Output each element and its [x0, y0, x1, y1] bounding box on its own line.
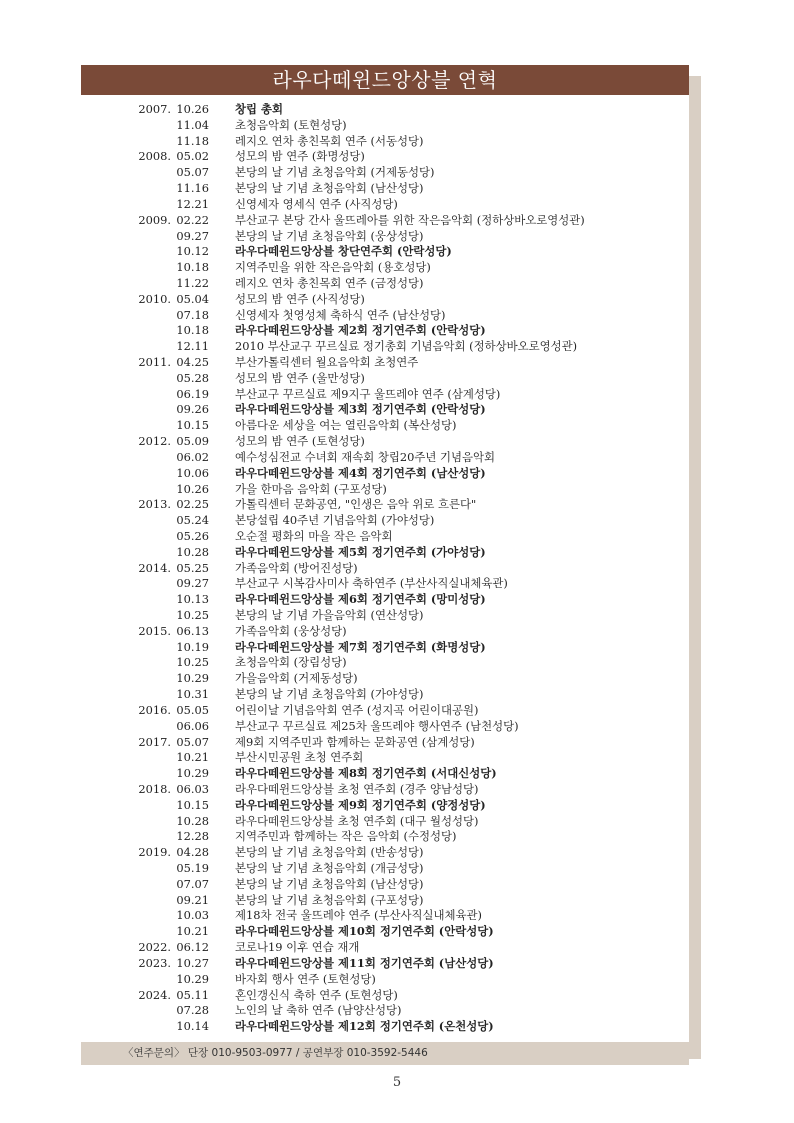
history-row	[81, 229, 689, 245]
event-date: 10.28	[176, 544, 209, 559]
event-year: 2014.	[138, 560, 171, 575]
event-description: 라우다떼윈드앙상블 제3회 정기연주회 (안락성당)	[235, 402, 486, 417]
history-row	[81, 197, 689, 213]
event-year: 2013.	[138, 497, 171, 512]
history-row	[81, 655, 689, 671]
event-date: 10.27	[176, 955, 209, 970]
history-row	[81, 703, 689, 719]
history-row	[81, 387, 689, 403]
event-date: 10.15	[176, 418, 209, 433]
event-date: 10.25	[176, 655, 209, 670]
history-row	[81, 877, 689, 893]
event-description: 가족음악회 (방어진성당)	[235, 560, 358, 575]
event-date: 10.26	[176, 481, 209, 496]
history-row	[81, 671, 689, 687]
event-description: 혼인갱신식 축하 연주 (토현성당)	[235, 987, 398, 1002]
event-date: 10.29	[176, 971, 209, 986]
history-row	[81, 402, 689, 418]
history-row	[81, 545, 689, 561]
history-row	[81, 355, 689, 371]
history-row	[81, 576, 689, 592]
event-description: 지역주민을 위한 작은음악회 (용호성당)	[235, 260, 431, 275]
history-row	[81, 893, 689, 909]
event-date: 09.26	[176, 402, 209, 417]
event-year: 2018.	[138, 781, 171, 796]
event-description: 아름다운 세상을 여는 열린음악회 (복산성당)	[235, 418, 457, 433]
event-description: 라우다떼윈드앙상블 제7회 정기연주회 (화명성당)	[235, 639, 486, 654]
history-row	[81, 434, 689, 450]
event-date: 02.22	[176, 212, 209, 227]
history-row	[81, 750, 689, 766]
event-description: 가족음악회 (웅상성당)	[235, 623, 347, 638]
event-date: 10.06	[176, 465, 209, 480]
event-date: 10.14	[176, 1019, 209, 1034]
event-date: 05.07	[176, 734, 209, 749]
history-row	[81, 323, 689, 339]
event-date: 10.21	[176, 924, 209, 939]
event-description: 본당의 날 기념 초청음악회 (웅상성당)	[235, 228, 424, 243]
event-date: 10.15	[176, 797, 209, 812]
event-description: 라우다떼윈드앙상블 초청 연주회 (경주 양남성당)	[235, 781, 479, 796]
event-date: 10.13	[176, 592, 209, 607]
event-description: 본당의 날 기념 초청음악회 (구포성당)	[235, 892, 424, 907]
contact-text: 〈연주문의〉 단장 010-9503-0977 / 공연부장 010-3592-5446	[123, 1047, 428, 1059]
history-row	[81, 276, 689, 292]
event-date: 05.07	[176, 165, 209, 180]
event-date: 10.29	[176, 671, 209, 686]
event-description: 본당의 날 기념 초청음악회 (가야성당)	[235, 687, 424, 702]
event-date: 06.06	[176, 718, 209, 733]
event-date: 10.18	[176, 260, 209, 275]
page-number: 5	[392, 1075, 402, 1090]
event-description: 성모의 밤 연주 (울만성당)	[235, 370, 365, 385]
event-description: 라우다떼윈드앙상블 창단연주회 (안락성당)	[235, 244, 452, 259]
event-description: 라우다떼윈드앙상블 제6회 정기연주회 (망미성당)	[235, 592, 486, 607]
event-date: 07.18	[176, 307, 209, 322]
event-description: 오순절 평화의 마을 작은 음악회	[235, 528, 393, 543]
history-list	[81, 102, 689, 1035]
event-date: 10.21	[176, 750, 209, 765]
event-date: 04.28	[176, 845, 209, 860]
event-date: 04.25	[176, 355, 209, 369]
event-description: 부산교구 본당 간사 울뜨레아를 위한 작은음악회 (정하상바오로영성관)	[235, 212, 585, 227]
event-description: 신영세자 첫영성체 축하식 연주 (남산성당)	[235, 307, 446, 322]
event-year: 2019.	[138, 845, 171, 860]
event-description: 라우다떼윈드앙상블 제8회 정기연주회 (서대신성당)	[235, 766, 497, 781]
event-description: 코로나19 이후 연습 재개	[235, 940, 360, 955]
event-date: 07.28	[176, 1003, 209, 1018]
event-year: 2022.	[138, 940, 171, 955]
history-row	[81, 782, 689, 798]
history-row	[81, 972, 689, 988]
event-date: 10.26	[176, 102, 209, 116]
history-row	[81, 244, 689, 260]
event-description: 본당의 날 기념 초청음악회 (반송성당)	[235, 845, 424, 860]
history-row	[81, 149, 689, 165]
event-description: 라우다떼윈드앙상블 초청 연주회 (대구 월성성당)	[235, 813, 479, 828]
event-date: 11.22	[176, 275, 209, 290]
history-row	[81, 940, 689, 956]
history-row	[81, 1019, 689, 1035]
history-row	[81, 497, 689, 513]
history-row	[81, 798, 689, 814]
event-description: 라우다떼윈드앙상블 제11회 정기연주회 (남산성당)	[235, 955, 494, 970]
event-date: 05.28	[176, 370, 209, 385]
event-date: 05.19	[176, 861, 209, 875]
history-row	[81, 418, 689, 434]
event-date: 05.04	[176, 291, 209, 306]
event-description: 본당의 날 기념 초청음악회 (남산성당)	[235, 181, 424, 196]
event-date: 02.25	[176, 497, 209, 512]
event-year: 2008.	[138, 149, 171, 164]
event-date: 05.24	[176, 513, 209, 528]
event-date: 06.12	[176, 940, 209, 955]
history-row	[81, 845, 689, 861]
event-date: 12.11	[176, 339, 209, 354]
event-description: 2010 부산교구 꾸르실료 정기총회 기념음악회 (정하상바오로영성관)	[235, 339, 578, 354]
history-row	[81, 181, 689, 197]
history-row	[81, 308, 689, 324]
event-description: 성모의 밤 연주 (토현성당)	[235, 434, 365, 449]
event-description: 라우다떼윈드앙상블 제10회 정기연주회 (안락성당)	[235, 924, 494, 939]
event-date: 06.13	[176, 623, 209, 638]
event-description: 가톨릭센터 문화공연, "인생은 음악 위로 흐른다"	[235, 497, 477, 512]
event-description: 라우다떼윈드앙상블 제2회 정기연주회 (안락성당)	[235, 323, 486, 338]
event-year: 2012.	[138, 434, 171, 449]
event-description: 라우다떼윈드앙상블 제4회 정기연주회 (남산성당)	[235, 465, 486, 480]
history-row	[81, 165, 689, 181]
history-row	[81, 213, 689, 229]
event-date: 10.12	[176, 244, 209, 259]
event-date: 10.28	[176, 813, 209, 828]
event-description: 바자회 행사 연주 (토현성당)	[235, 971, 376, 986]
event-date: 09.27	[176, 576, 209, 591]
history-row	[81, 735, 689, 751]
event-year: 2010.	[138, 291, 171, 306]
history-row	[81, 956, 689, 972]
event-year: 2016.	[138, 702, 171, 717]
event-year: 2009.	[138, 212, 171, 227]
history-row	[81, 1003, 689, 1019]
event-date: 11.16	[176, 181, 209, 196]
history-row	[81, 861, 689, 877]
event-description: 초청음악회 (장림성당)	[235, 655, 347, 670]
event-date: 11.18	[176, 133, 209, 148]
event-date: 06.02	[176, 449, 209, 464]
event-date: 11.04	[176, 117, 209, 132]
contact-footer	[81, 1042, 689, 1065]
event-description: 어린이날 기념음악회 연주 (성지곡 어린이대공원)	[235, 702, 479, 717]
event-description: 부산교구 꾸르실료 제9지구 울뜨레야 연주 (삼계성당)	[235, 386, 501, 401]
event-date: 05.11	[176, 987, 209, 1002]
history-row	[81, 624, 689, 640]
event-date: 10.25	[176, 608, 209, 622]
event-description: 지역주민과 함께하는 작은 음악회 (수정성당)	[235, 829, 457, 844]
history-row	[81, 371, 689, 387]
event-date: 05.26	[176, 528, 209, 543]
event-description: 레지오 연차 총친목회 연주 (금정성당)	[235, 275, 424, 290]
history-row	[81, 466, 689, 482]
event-year: 2024.	[138, 987, 171, 1002]
event-description: 성모의 밤 연주 (사직성당)	[235, 291, 365, 306]
event-description: 노인의 날 축하 연주 (남양산성당)	[235, 1003, 402, 1018]
event-description: 본당설립 40주년 기념음악회 (가야성당)	[235, 513, 435, 528]
event-date: 09.21	[176, 892, 209, 907]
event-date: 06.03	[176, 781, 209, 796]
history-row	[81, 561, 689, 577]
history-row	[81, 529, 689, 545]
event-description: 본당의 날 기념 초청음악회 (남산성당)	[235, 876, 424, 891]
event-date: 10.03	[176, 908, 209, 923]
event-date: 05.25	[176, 560, 209, 575]
history-row	[81, 908, 689, 924]
history-row	[81, 513, 689, 529]
event-description: 초청음악회 (토현성당)	[235, 117, 347, 132]
history-row	[81, 118, 689, 134]
event-description: 신영세자 영세식 연주 (사직성당)	[235, 196, 398, 211]
event-date: 12.28	[176, 829, 209, 844]
event-description: 부산시민공원 초청 연주회	[235, 750, 364, 765]
event-date: 07.07	[176, 876, 209, 891]
event-description: 성모의 밤 연주 (화명성당)	[235, 149, 365, 164]
event-date: 09.27	[176, 228, 209, 243]
history-row	[81, 102, 689, 118]
event-year: 2015.	[138, 623, 171, 638]
event-date: 05.05	[176, 702, 209, 717]
event-description: 부산교구 꾸르실료 제25차 울뜨레야 행사연주 (남천성당)	[235, 718, 519, 733]
event-description: 본당의 날 기념 초청음악회 (개금성당)	[235, 861, 424, 875]
event-description: 가을음악회 (거제동성당)	[235, 671, 358, 686]
history-row	[81, 687, 689, 703]
event-description: 예수성심전교 수녀회 재속회 창립20주년 기념음악회	[235, 449, 496, 464]
event-description: 라우다떼윈드앙상블 제9회 정기연주회 (양정성당)	[235, 797, 486, 812]
event-description: 본당의 날 기념 가을음악회 (연산성당)	[235, 608, 424, 622]
event-date: 10.18	[176, 323, 209, 338]
event-date: 05.02	[176, 149, 209, 164]
event-description: 본당의 날 기념 초청음악회 (거제동성당)	[235, 165, 435, 180]
event-year: 2023.	[138, 955, 171, 970]
event-description: 레지오 연차 총친목회 연주 (서동성당)	[235, 133, 424, 148]
history-row	[81, 829, 689, 845]
event-date: 10.19	[176, 639, 209, 654]
event-description: 제18차 전국 울뜨레야 연주 (부산사직실내체육관)	[235, 908, 482, 923]
history-row	[81, 988, 689, 1004]
event-description: 가을 한마음 음악회 (구포성당)	[235, 481, 387, 496]
event-description: 창립 총회	[235, 102, 283, 116]
event-date: 10.29	[176, 766, 209, 781]
history-row	[81, 260, 689, 276]
history-row	[81, 450, 689, 466]
history-row	[81, 608, 689, 624]
history-row	[81, 719, 689, 735]
history-row	[81, 482, 689, 498]
event-description: 제9회 지역주민과 함께하는 문화공연 (삼계성당)	[235, 734, 475, 749]
event-year: 2017.	[138, 734, 171, 749]
event-description: 부산교구 시복감사미사 축하연주 (부산사직실내체육관)	[235, 576, 508, 591]
history-row	[81, 814, 689, 830]
history-row	[81, 924, 689, 940]
event-description: 부산가톨릭센터 월요음악회 초청연주	[235, 355, 419, 369]
history-row	[81, 339, 689, 355]
event-description: 라우다떼윈드앙상블 제5회 정기연주회 (가야성당)	[235, 544, 486, 559]
history-row	[81, 292, 689, 308]
event-date: 12.21	[176, 196, 209, 211]
event-year: 2011.	[138, 355, 171, 369]
history-row	[81, 640, 689, 656]
history-row	[81, 766, 689, 782]
event-year: 2007.	[138, 102, 171, 116]
event-date: 10.31	[176, 687, 209, 702]
event-date: 05.09	[176, 434, 209, 449]
event-description: 라우다떼윈드앙상블 제12회 정기연주회 (온천성당)	[235, 1019, 494, 1034]
page-title: 라우다떼윈드앙상블 연혁	[81, 65, 689, 95]
event-date: 06.19	[176, 386, 209, 401]
history-row	[81, 134, 689, 150]
history-row	[81, 592, 689, 608]
